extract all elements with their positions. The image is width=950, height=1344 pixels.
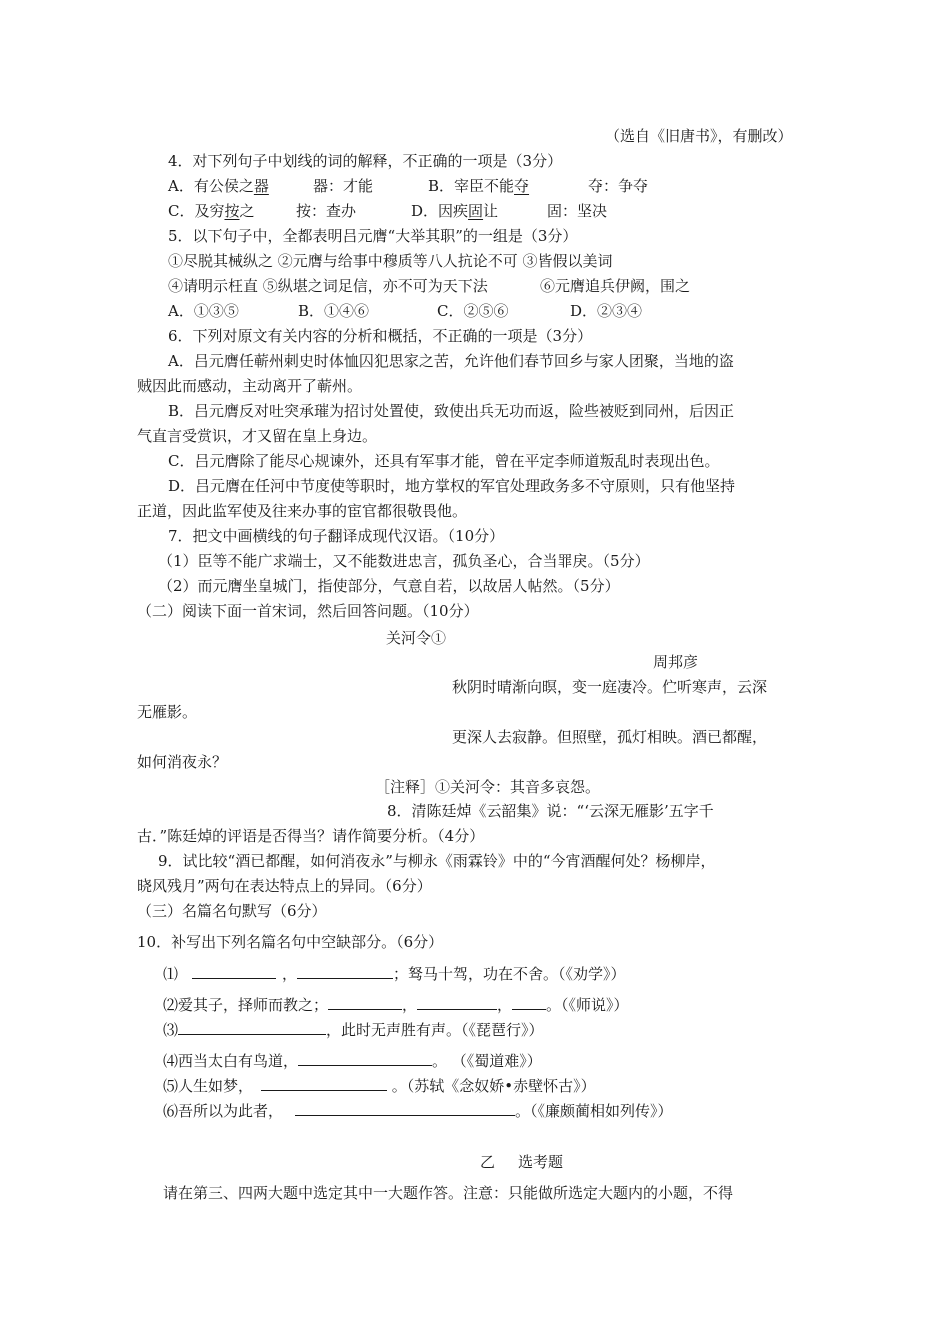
blank-5[interactable] <box>261 1075 387 1091</box>
q6-option-d-line2: 正道，因此监军使及往来办事的宦官都很敬畏他。 <box>137 502 468 520</box>
q8-line-1: 8．清陈廷焯《云韶集》说：“‘云深无雁影’五字千 <box>387 802 714 820</box>
blank-2a[interactable] <box>328 994 402 1010</box>
q7-sentence-1: （1）臣等不能广求端士，又不能数进忠言，孤负圣心，合当罪戾。（5分） <box>158 552 650 570</box>
q5-option-a: A．①③⑤ <box>168 302 239 320</box>
poem-line-1b: 无雁影。 <box>137 703 198 721</box>
poem-line-1a: 秋阴时晴渐向暝，变一庭凄冷。伫听寒声，云深 <box>452 678 768 696</box>
fill-item-2: ⑵爱其子，择师而教之； ， ， 。（《师说》） <box>163 996 629 1014</box>
part-b-intro: 请在第三、四两大题中选定其中一大题作答。注意：只能做所选定大题内的小题，不得 <box>163 1184 734 1202</box>
q5-option-d: D．②③④ <box>570 302 643 320</box>
q5-stem: 5．以下句子中，全都表明吕元膺“大举其职”的一组是（3分） <box>168 227 578 245</box>
poem-note: ［注释］①关河令：其音多哀怨。 <box>375 778 601 796</box>
fill-item-3: ⑶ ，此时无声胜有声。（《琵琶行》） <box>163 1021 544 1039</box>
q4-option-a: A．有公侯之器 <box>168 177 269 195</box>
poem-line-2a: 更深人去寂静。但照壁，孤灯相映。酒已都醒， <box>452 728 768 746</box>
blank-4[interactable] <box>298 1050 432 1066</box>
q4-option-d-gloss: 固：坚决 <box>547 202 608 220</box>
q6-option-d-line1: D．吕元膺在任河中节度使等职时，地方掌权的军官处理政务多不守原则，只有他坚持 <box>168 477 736 495</box>
part-b-label: 乙 <box>480 1153 496 1171</box>
blank-2c[interactable] <box>512 994 546 1010</box>
q4-option-d: D．因疾固让 <box>411 202 499 220</box>
q6-option-c: C．吕元膺除了能尽心规谏外，还具有军事才能，曾在平定李师道叛乱时表现出色。 <box>168 452 720 470</box>
q4-option-c: C．及穷按之 <box>168 202 255 220</box>
q6-option-a-line2: 贼因此而感动，主动离开了蕲州。 <box>137 377 363 395</box>
q4-stem: 4．对下列句子中划线的词的解释，不正确的一项是（3分） <box>168 152 563 170</box>
q4-option-a-gloss: 器：才能 <box>313 177 374 195</box>
section-3-heading: （三）名篇名句默写（6分） <box>137 902 327 920</box>
blank-1b[interactable] <box>297 963 393 979</box>
q6-option-b-line2: 气直言受赏识，才又留在皇上身边。 <box>137 427 378 445</box>
poem-title: 关河令① <box>386 629 447 647</box>
q6-option-a-line1: A．吕元膺任蕲州刺史时体恤囚犯思家之苦，允许他们春节回乡与家人团聚，当地的盗 <box>168 352 734 370</box>
fill-item-5: ⑸人生如梦， 。（苏轼《念奴娇•赤壁怀古》） <box>163 1077 596 1095</box>
q5-sentences-line2b: ⑥元膺追兵伊阙，围之 <box>540 277 691 295</box>
q8-line-2: 古．”陈廷焯的评语是否得当？请作简要分析。（4分） <box>137 827 485 845</box>
source-note: （选自《旧唐书》，有删改） <box>605 127 793 145</box>
q7-sentence-2: （2）而元膺坐皇城门，指使部分，气意自若，以故居人帖然。（5分） <box>158 577 620 595</box>
fill-item-6: ⑹吾所以为此者， 。（《廉颇蔺相如列传》） <box>163 1102 673 1120</box>
q5-sentences-line1: ①尽脱其械纵之 ②元膺与给事中穆质等八人抗论不可 ③皆假以美词 <box>168 252 613 270</box>
poem-line-2b: 如何消夜永？ <box>137 753 228 771</box>
q9-line-1: 9．试比较“酒已都醒，如何消夜永”与柳永《雨霖铃》中的“今宵酒醒何处？杨柳岸， <box>158 852 716 870</box>
q4-option-b: B．宰臣不能夺 <box>428 177 530 195</box>
q10-stem: 10．补写出下列名篇名句中空缺部分。（6分） <box>137 933 444 951</box>
q6-stem: 6．下列对原文有关内容的分析和概括，不正确的一项是（3分） <box>168 327 593 345</box>
q4-option-b-gloss: 夺：争夺 <box>588 177 649 195</box>
blank-1a[interactable] <box>192 963 276 979</box>
fill-item-1: ⑴ ， ；驽马十驾，功在不舍。（《劝学》） <box>163 965 626 983</box>
blank-3[interactable] <box>178 1019 326 1035</box>
section-2-heading: （二）阅读下面一首宋词，然后回答问题。（10分） <box>137 602 479 620</box>
q5-sentences-line2a: ④请明示枉直 ⑤纵堪之词足信，亦不可为天下法 <box>168 277 488 295</box>
q5-option-c: C．②⑤⑥ <box>437 302 509 320</box>
q7-stem: 7．把文中画横线的句子翻译成现代汉语。（10分） <box>168 527 505 545</box>
poem-author: 周邦彦 <box>653 653 699 671</box>
part-b-title: 选考题 <box>518 1153 564 1171</box>
q6-option-b-line1: B．吕元膺反对吐突承璀为招讨处置使，致使出兵无功而返，险些被贬到同州，后因正 <box>168 402 735 420</box>
q5-option-b: B．①④⑥ <box>298 302 370 320</box>
q4-option-c-gloss: 按：查办 <box>296 202 357 220</box>
q9-line-2: 晓风残月”两句在表达特点上的异同。（6分） <box>137 877 432 895</box>
blank-6[interactable] <box>295 1100 515 1116</box>
fill-item-4: ⑷西当太白有鸟道， 。 （《蜀道难》） <box>163 1052 542 1070</box>
blank-2b[interactable] <box>417 994 497 1010</box>
